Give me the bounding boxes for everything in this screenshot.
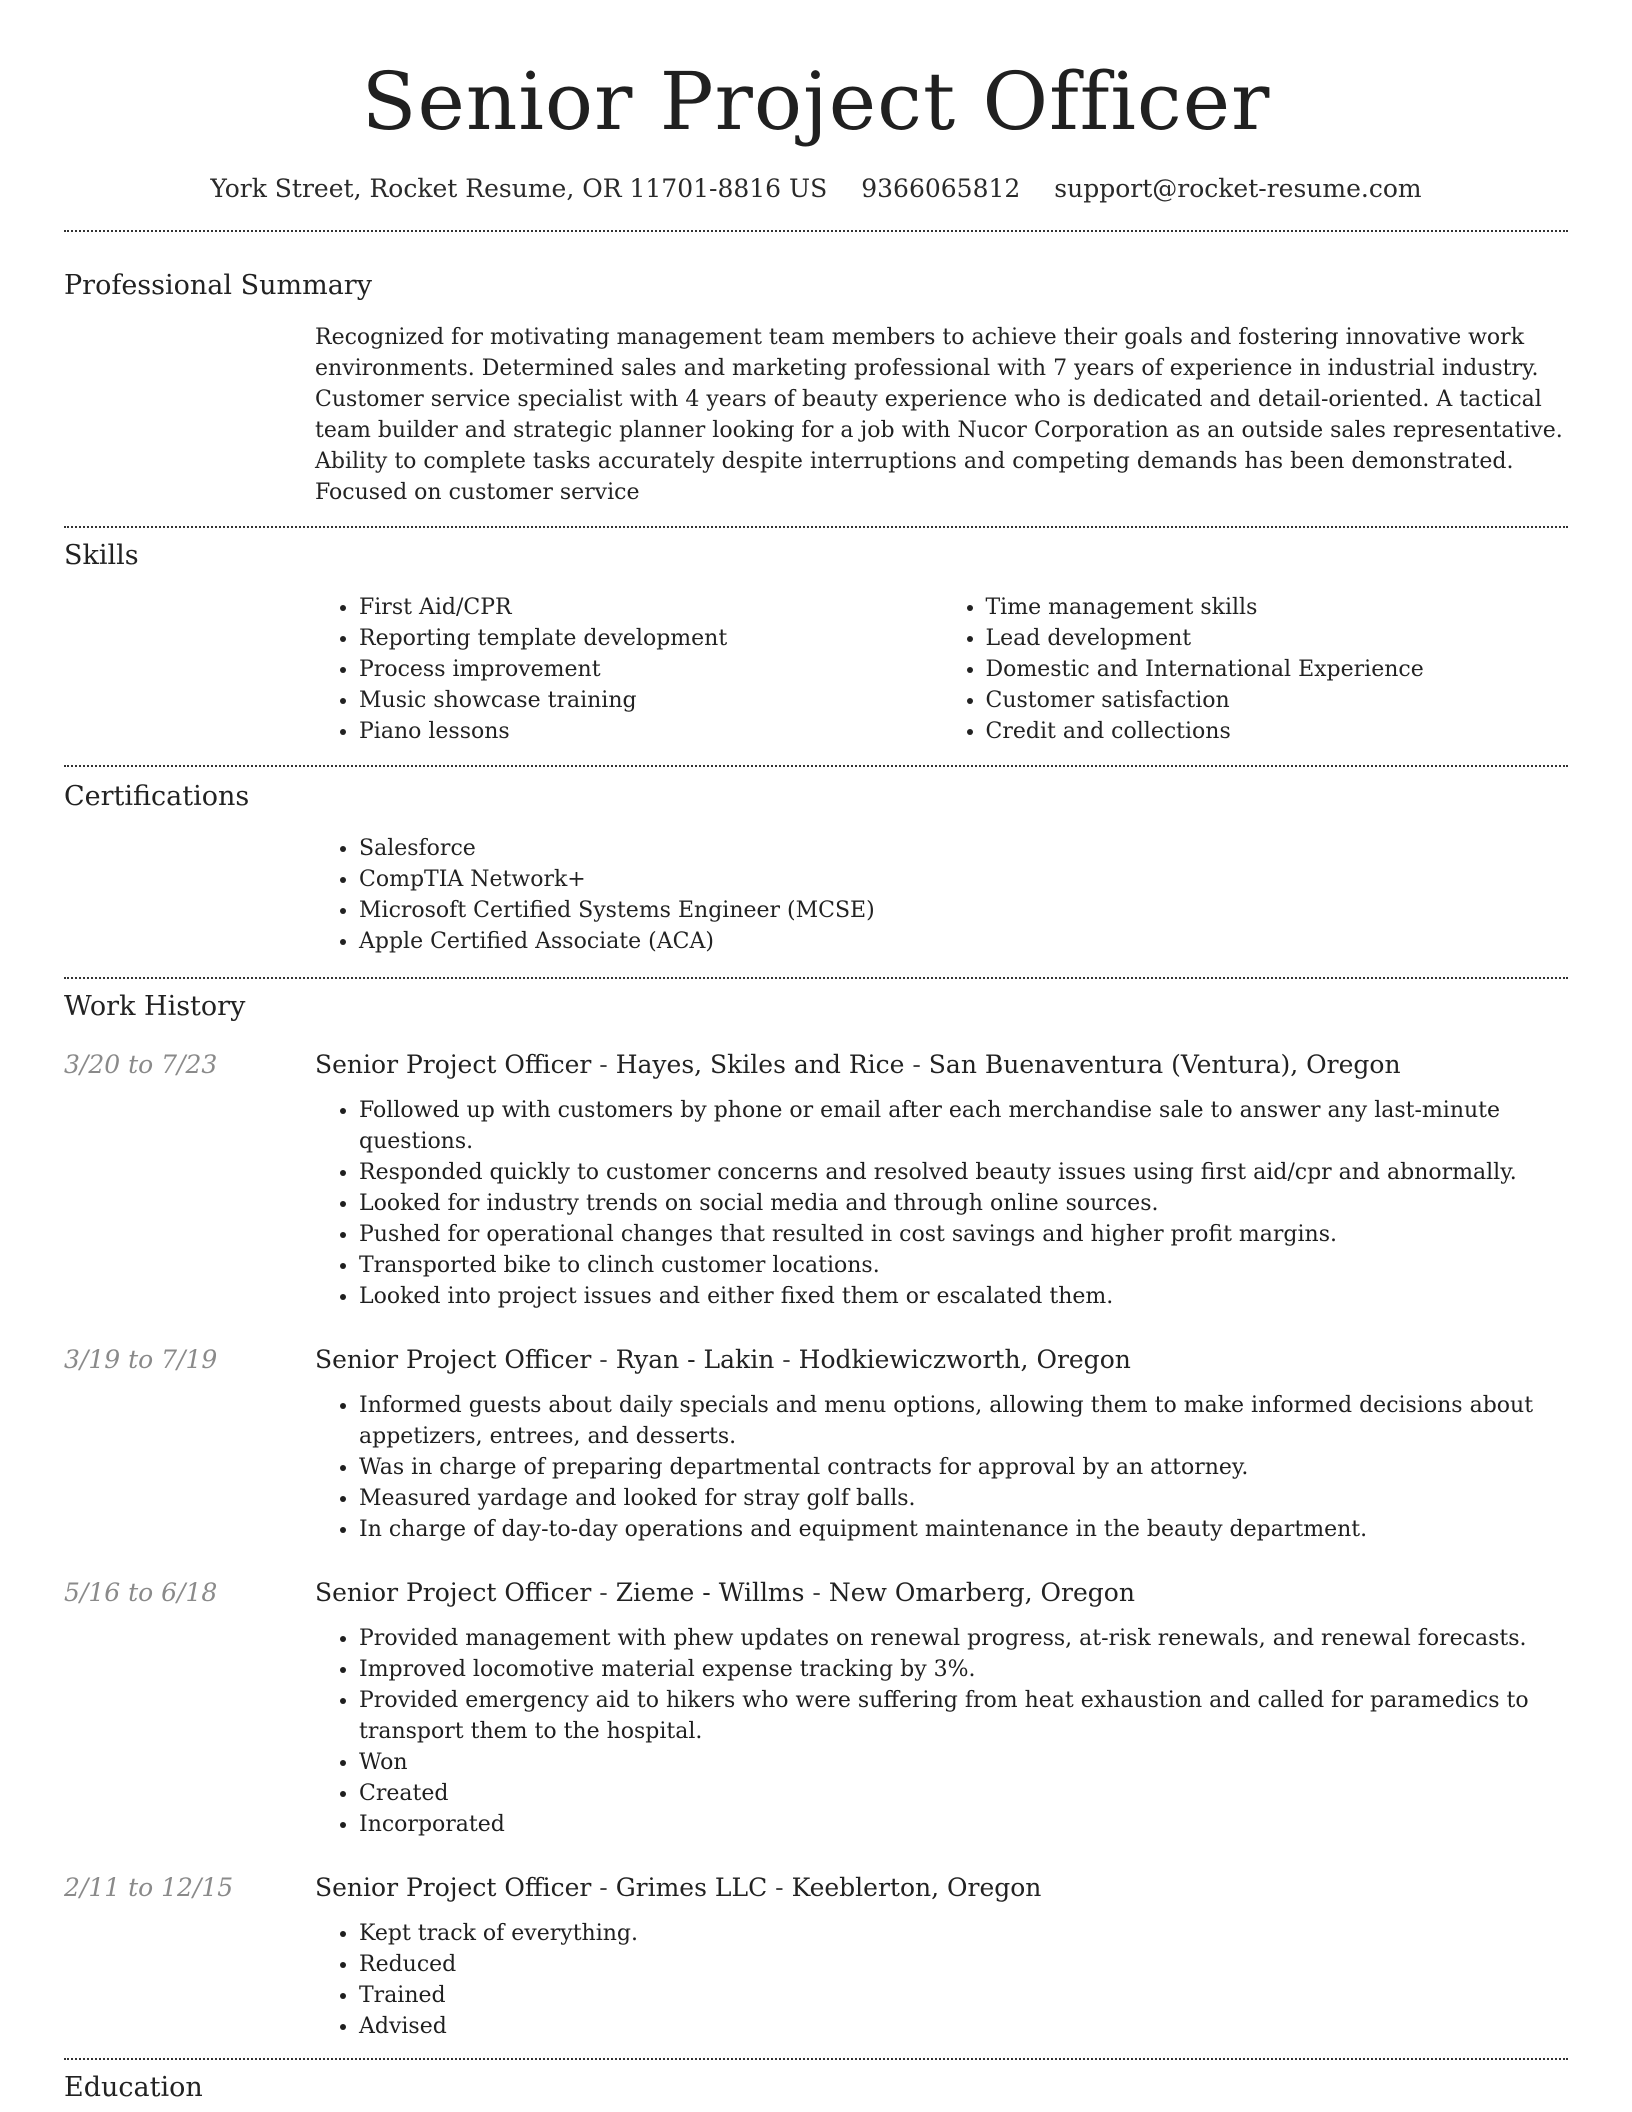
certifications-section <box>0 767 1632 957</box>
job-dates: 5/16 to 6/18 <box>64 1578 218 1607</box>
summary-text: Recognized for motivating management team members to achieve their goals and fostering innovative work environments. Determined sales and marketing professional with 7 years of experience in industrial industry. Customer service specialist with 4 years of beauty experience who is dedicated and detail-oriented. A tactical team builder and strategic planner looking for a job with Nucor Corporation as an outside sales representative. Ability to complete tasks accurately despite interruptions and competing demands has been demonstrated. Focused on customer service <box>315 325 1563 505</box>
certification-item: • CompTIA Network+ <box>359 864 1568 895</box>
job-bullet: • Kept track of everything. <box>359 1918 1568 1949</box>
skills-list-left <box>315 592 942 747</box>
skill-item: • Music showcase training <box>359 685 942 716</box>
job-bullet: • Transported bike to clinch customer locations. <box>359 1250 1568 1281</box>
job-bullet: • Provided emergency aid to hikers who were suffering from heat exhaustion and called for paramedics to transport them to the hospital. <box>359 1685 1568 1747</box>
phone: 9366065812 <box>861 174 1021 203</box>
job-bullet: • Incorporated <box>359 1809 1568 1840</box>
job-entry <box>64 1870 1568 2042</box>
job-bullet: • Advised <box>359 2011 1568 2042</box>
work-history-section <box>0 979 1632 2042</box>
certification-item: • Salesforce <box>359 833 1568 864</box>
job-bullet: • Pushed for operational changes that resulted in cost savings and higher profit margins. <box>359 1219 1568 1250</box>
job-heading: Senior Project Officer - Zieme - Willms - New Omarberg, Oregon <box>315 1578 1135 1607</box>
certification-item: • Microsoft Certified Systems Engineer (MCSE) <box>359 895 1568 926</box>
job-bullet: • Responded quickly to customer concerns and resolved beauty issues using first aid/cpr and abnormally. <box>359 1157 1568 1188</box>
skill-item: • Time management skills <box>986 592 1569 623</box>
job-bullets <box>315 1390 1568 1545</box>
job-dates: 3/19 to 7/19 <box>64 1345 218 1374</box>
job-bullet: • Reduced <box>359 1949 1568 1980</box>
job-title: Senior Project Officer <box>315 1345 592 1374</box>
job-bullet: • Won <box>359 1747 1568 1778</box>
job-bullet: • Looked into project issues and either fixed them or escalated them. <box>359 1281 1568 1312</box>
email: support@rocket-resume.com <box>1054 174 1422 203</box>
skill-item: • Lead development <box>986 623 1569 654</box>
job-bullet: • Improved locomotive material expense tracking by 3%. <box>359 1654 1568 1685</box>
job-bullet: • Informed guests about daily specials and menu options, allowing them to make informed decisions about appetizers, entrees, and desserts. <box>359 1390 1568 1452</box>
work-history-title: Work History <box>64 991 246 1022</box>
job-heading: Senior Project Officer - Ryan - Lakin - Hodkiewiczworth, Oregon <box>315 1345 1131 1374</box>
job-bullet: • Trained <box>359 1980 1568 2011</box>
job-bullets <box>315 1623 1568 1840</box>
skills-section <box>0 528 1632 747</box>
job-company: Hayes, Skiles and Rice <box>615 1050 905 1079</box>
skill-item: • Process improvement <box>359 654 942 685</box>
skill-item: • Domestic and International Experience <box>986 654 1569 685</box>
candidate-name: Senior Project Officer <box>361 55 1271 148</box>
job-company: Zieme - Willms <box>615 1578 805 1607</box>
skills-title: Skills <box>64 540 139 571</box>
job-details <box>315 1342 1568 1545</box>
job-bullets <box>315 1095 1568 1312</box>
skill-item: • Reporting template development <box>359 623 942 654</box>
skill-item: • First Aid/CPR <box>359 592 942 623</box>
summary-title: Professional Summary <box>64 270 372 301</box>
skills-list-right <box>942 592 1569 747</box>
job-bullet: • Followed up with customers by phone or email after each merchandise sale to answer any last-minute questions. <box>359 1095 1568 1157</box>
education-section <box>0 2060 1632 2106</box>
summary-section <box>0 232 1632 508</box>
job-bullet: • Looked for industry trends on social media and through online sources. <box>359 1188 1568 1219</box>
job-entry <box>64 1575 1568 1840</box>
job-company: Ryan - Lakin <box>615 1345 775 1374</box>
job-details <box>315 1047 1568 1312</box>
job-bullet: • Provided management with phew updates on renewal progress, at-risk renewals, and renewal forecasts. <box>359 1623 1568 1654</box>
job-entry <box>64 1047 1568 1312</box>
certification-item: • Apple Certified Associate (ACA) <box>359 926 1568 957</box>
job-location: Keeblerton, Oregon <box>791 1873 1042 1902</box>
job-bullets <box>315 1918 1568 2042</box>
skill-item: • Piano lessons <box>359 716 942 747</box>
address: York Street, Rocket Resume, OR 11701-8816 US <box>210 174 828 203</box>
skills-columns <box>315 592 1568 747</box>
job-details <box>315 1870 1568 2042</box>
skill-item: • Credit and collections <box>986 716 1569 747</box>
job-location: Hodkiewiczworth, Oregon <box>798 1345 1131 1374</box>
job-bullet: • Created <box>359 1778 1568 1809</box>
job-title: Senior Project Officer <box>315 1050 592 1079</box>
job-bullet: • Measured yardage and looked for stray golf balls. <box>359 1483 1568 1514</box>
job-details <box>315 1575 1568 1840</box>
job-bullet: • Was in charge of preparing departmental contracts for approval by an attorney. <box>359 1452 1568 1483</box>
education-title: Education <box>64 2072 203 2103</box>
certifications-title: Certifications <box>64 781 250 812</box>
job-title: Senior Project Officer <box>315 1578 592 1607</box>
job-title: Senior Project Officer <box>315 1873 592 1902</box>
job-bullet: • In charge of day-to-day operations and equipment maintenance in the beauty department. <box>359 1514 1568 1545</box>
job-dates: 3/20 to 7/23 <box>64 1050 218 1079</box>
job-entry <box>64 1342 1568 1545</box>
job-dates: 2/11 to 12/15 <box>64 1873 234 1902</box>
job-company: Grimes LLC <box>615 1873 768 1902</box>
certifications-list <box>315 833 1568 957</box>
job-location: New Omarberg, Oregon <box>828 1578 1135 1607</box>
contact-line <box>0 172 1632 206</box>
job-heading: Senior Project Officer - Grimes LLC - Keeblerton, Oregon <box>315 1873 1042 1902</box>
job-heading: Senior Project Officer - Hayes, Skiles and Rice - San Buenaventura (Ventura), Oregon <box>315 1050 1401 1079</box>
job-location: San Buenaventura (Ventura), Oregon <box>928 1050 1401 1079</box>
certifications-body <box>315 833 1568 957</box>
skill-item: • Customer satisfaction <box>986 685 1569 716</box>
